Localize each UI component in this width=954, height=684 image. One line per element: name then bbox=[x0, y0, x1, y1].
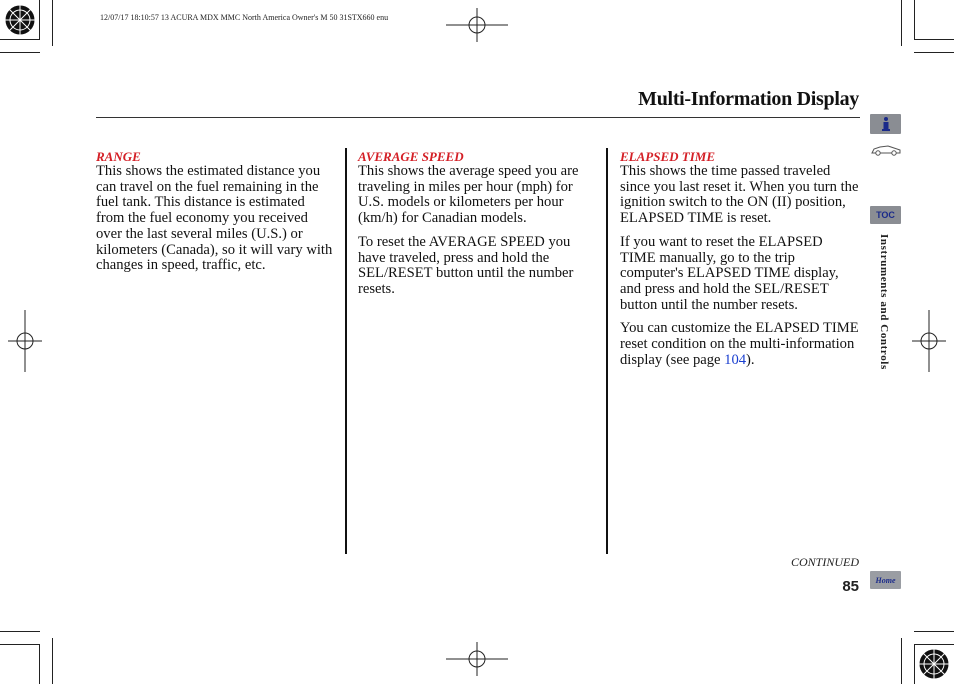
crosshair-icon bbox=[912, 310, 946, 372]
paragraph: To reset the AVERAGE SPEED you have traveled, press and hold the SEL/RESET button until the number resets. bbox=[358, 233, 574, 297]
paragraph-text: ). bbox=[746, 351, 755, 368]
car-button[interactable] bbox=[870, 142, 902, 158]
info-icon bbox=[879, 116, 893, 132]
page-link-104[interactable]: 104 bbox=[724, 351, 747, 368]
paragraph: If you want to reset the ELAPSED TIME manually, go to the trip computer's ELAPSED TIME display, and press and hold the SEL/RESET button until the number resets. bbox=[620, 233, 839, 313]
paragraph: This shows the average speed you are traveling in miles per hour (mph) for U.S. models or kilometers per hour (km/h) for Canadian models. bbox=[358, 163, 579, 227]
column-divider bbox=[606, 148, 608, 554]
column-average-speed bbox=[358, 149, 598, 306]
column-elapsed-time bbox=[620, 149, 860, 376]
paragraph-text: You can customize the ELAPSED TIME reset condition on the multi-information display (see page bbox=[620, 320, 859, 368]
column-divider bbox=[345, 148, 347, 554]
info-button[interactable] bbox=[870, 114, 901, 134]
section-tab-label: Instruments and Controls bbox=[878, 234, 890, 370]
section-heading: RANGE bbox=[96, 149, 141, 164]
paragraph: This shows the estimated distance you can travel on the fuel remaining in the fuel tank. This distance is estimated from the fuel economy you received over the last several miles (U.S.) or kilometers (Canada), so it will vary with changes in speed, traffic, etc. bbox=[96, 163, 333, 274]
registration-target-icon bbox=[0, 0, 40, 40]
paragraph: This shows the time passed traveled since you last reset it. When you turn the ignition switch to the ON (II) position, ELAPSED TIME is reset. bbox=[620, 163, 859, 227]
section-heading: ELAPSED TIME bbox=[620, 149, 715, 164]
title-divider bbox=[96, 117, 860, 118]
continued-label: CONTINUED bbox=[790, 555, 859, 569]
registration-target-icon bbox=[914, 644, 954, 684]
paragraph bbox=[620, 321, 860, 368]
car-icon bbox=[870, 142, 902, 158]
page-title: Multi-Information Display bbox=[638, 88, 859, 110]
print-info: 12/07/17 18:10:57 13 ACURA MDX MMC North America Owner's M 50 31STX660 enu bbox=[100, 13, 389, 22]
crosshair-icon bbox=[8, 310, 42, 372]
crosshair-icon bbox=[446, 8, 508, 42]
page-number: 85 bbox=[842, 578, 859, 595]
toc-button[interactable] bbox=[870, 206, 901, 224]
section-heading: AVERAGE SPEED bbox=[358, 149, 464, 164]
crosshair-icon bbox=[446, 642, 508, 676]
home-label: Home bbox=[875, 575, 896, 585]
toc-label: TOC bbox=[876, 210, 895, 220]
home-button[interactable] bbox=[870, 571, 901, 589]
column-range bbox=[96, 149, 336, 282]
